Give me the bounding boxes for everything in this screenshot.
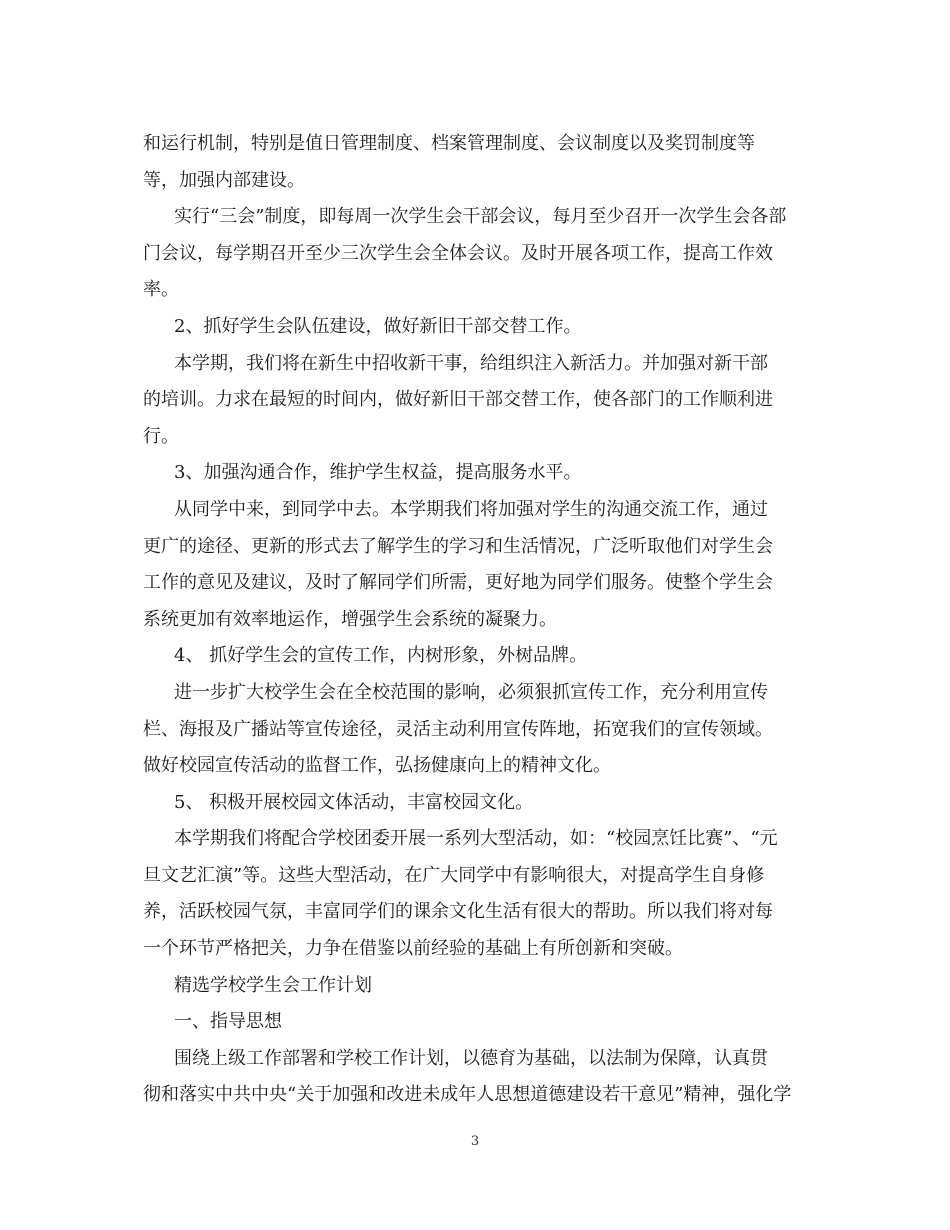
text-line: 率。 <box>143 279 179 301</box>
text-line: 4、 抓好学生会的宣传工作，内树形象，外树品牌。 <box>174 645 588 667</box>
text-line: 实行“三会”制度，即每周一次学生会干部会议，每月至少召开一次学生会各部 <box>174 206 787 228</box>
text-line: 一个环节严格把关，力争在借鉴以前经验的基础上有所创新和突破。 <box>143 938 683 960</box>
text-line: 彻和落实中共中央“关于加强和改进未成年人思想道德建设若干意见”精神，强化学 <box>143 1084 792 1106</box>
text-line: 养，活跃校园气氛，丰富同学们的课余文化生活有很大的帮助。所以我们将对每 <box>143 901 773 923</box>
text-line: 旦文艺汇演”等。这些大型活动，在广大同学中有影响很大，对提高学生自身修 <box>143 864 765 886</box>
page-number: 3 <box>470 1134 480 1149</box>
text-line: 围绕上级工作部署和学校工作计划，以德育为基础，以法制为保障，认真贯 <box>174 1047 768 1069</box>
text-line: 3、加强沟通合作，维护学生权益，提高服务水平。 <box>174 462 582 484</box>
text-line: 和运行机制，特别是值日管理制度、档案管理制度、会议制度以及奖罚制度等 <box>143 133 755 154</box>
text-line: 从同学中来，到同学中去。本学期我们将加强对学生的沟通交流工作，通过 <box>174 498 768 520</box>
text-line: 的培训。力求在最短的时间内，做好新旧干部交替工作，使各部门的工作顺利进 <box>143 389 773 411</box>
text-line: 一、指导思想 <box>174 1011 282 1033</box>
text-line: 进一步扩大校学生会在全校范围的影响，必须狠抓宣传工作，充分利用宣传 <box>174 681 768 703</box>
text-line: 等，加强内部建设。 <box>143 169 305 191</box>
text-line: 本学期，我们将在新生中招收新干事，给组织注入新活力。并加强对新干部 <box>174 352 768 374</box>
text-line: 精选学校学生会工作计划 <box>174 974 372 996</box>
text-line: 栏、海报及广播站等宣传途径，灵活主动利用宣传阵地，拓宽我们的宣传领域。 <box>143 718 773 740</box>
document-body <box>143 126 811 1114</box>
text-line: 门会议，每学期召开至少三次学生会全体会议。及时开展各项工作，提高工作效 <box>143 242 773 264</box>
text-line: 做好校园宣传活动的监督工作，弘扬健康向上的精神文化。 <box>143 755 611 777</box>
text-line: 2、抓好学生会队伍建设，做好新旧干部交替工作。 <box>174 315 582 337</box>
text-line: 系统更加有效率地运作，增强学生会系统的凝聚力。 <box>143 608 557 630</box>
text-line: 行。 <box>143 425 179 447</box>
text-line: 5、 积极开展校园文体活动，丰富校园文化。 <box>174 791 534 813</box>
text-line: 更广的途径、更新的形式去了解学生的学习和生活情况，广泛听取他们对学生会 <box>143 535 773 557</box>
text-line: 本学期我们将配合学校团委开展一系列大型活动，如：“校园烹饪比赛”、“元 <box>174 828 778 850</box>
text-line: 工作的意见及建议，及时了解同学们所需，更好地为同学们服务。使整个学生会 <box>143 572 773 594</box>
